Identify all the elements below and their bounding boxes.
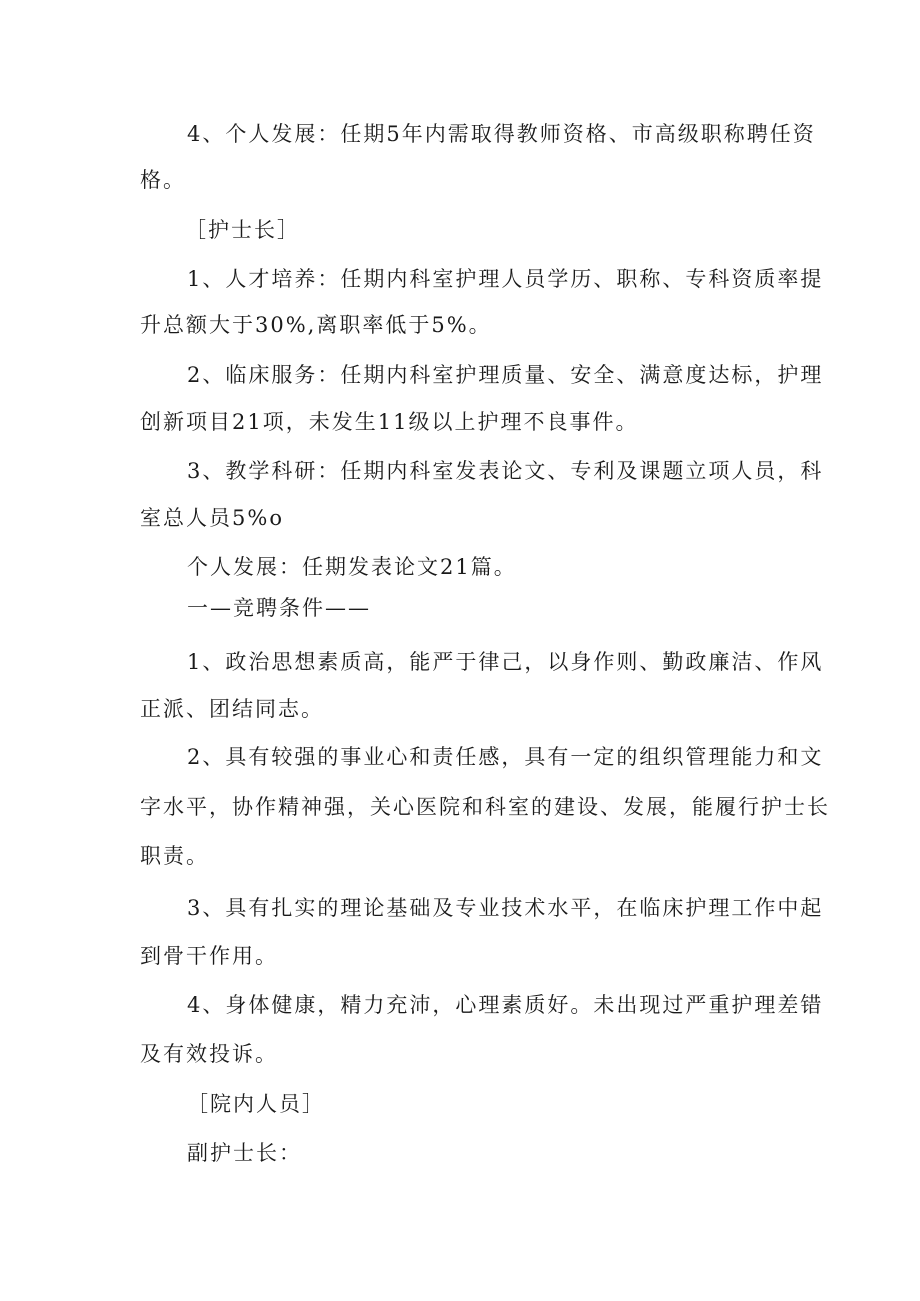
paragraph-line: 2、临床服务：任期内科室护理质量、安全、满意度达标，护理 (187, 363, 824, 387)
paragraph-line: 1、政治思想素质高，能严于律己，以身作则、勤政廉洁、作风 (187, 650, 824, 674)
paragraph-line: 个人发展：任期发表论文21篇。 (187, 555, 517, 579)
section-heading: ［院内人员］ (187, 1092, 325, 1116)
paragraph-line: 及有效投诉。 (140, 1042, 278, 1066)
paragraph-line: 创新项目21项，未发生11级以上护理不良事件。 (140, 410, 639, 434)
paragraph-line: 4、个人发展：任期5年内需取得教师资格、市高级职称聘任资 (187, 122, 816, 146)
paragraph-line: 1、人才培养：任期内科室护理人员学历、职称、专科资质率提 (187, 267, 824, 291)
paragraph-line: 格。 (140, 168, 186, 192)
paragraph-line: 2、具有较强的事业心和责任感，具有一定的组织管理能力和文 (187, 745, 824, 769)
paragraph-line: 升总额大于30%,离职率低于5%。 (140, 313, 492, 337)
paragraph-line: 副护士长： (187, 1141, 302, 1165)
paragraph-line: 3、具有扎实的理论基础及专业技术水平，在临床护理工作中起 (187, 896, 824, 920)
paragraph-line: 室总人员5%o (140, 506, 284, 530)
paragraph-line: 正派、团结同志。 (140, 697, 324, 721)
paragraph-line: 字水平，协作精神强，关心医院和科室的建设、发展，能履行护士长 (140, 795, 830, 819)
paragraph-line: 4、身体健康，精力充沛，心理素质好。未出现过严重护理差错 (187, 993, 824, 1017)
section-heading: 一—竞聘条件—— (187, 596, 371, 620)
paragraph-line: 到骨干作用。 (140, 944, 278, 968)
paragraph-line: 职责。 (140, 844, 209, 868)
section-heading: ［护士长］ (185, 218, 300, 242)
paragraph-line: 3、教学科研：任期内科室发表论文、专利及课题立项人员，科 (187, 459, 824, 483)
